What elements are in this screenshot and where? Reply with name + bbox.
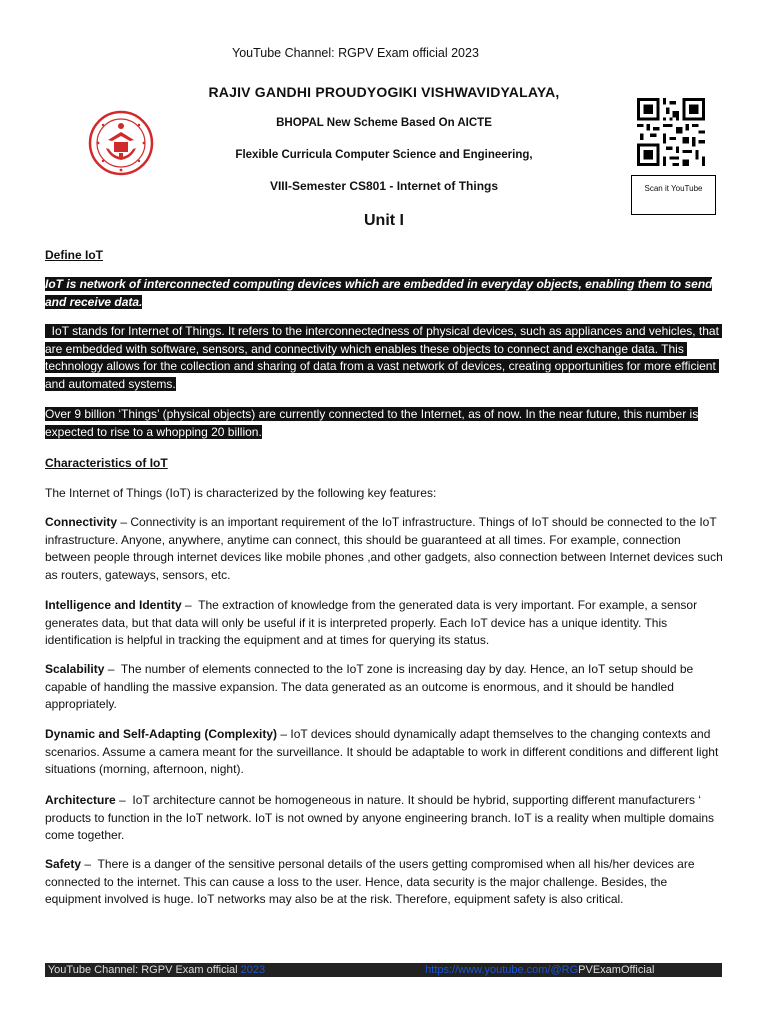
term: Dynamic and Self-Adapting (Complexity) <box>45 727 278 741</box>
characteristic-intelligence <box>45 597 725 650</box>
scheme-line: BHOPAL New Scheme Based On AICTE <box>276 117 492 129</box>
things-count-paragraph <box>45 406 725 441</box>
separator: – <box>104 662 121 676</box>
iot-explanation-highlight: IoT stands for Internet of Things. It refers to the interconnectedness of physical devices, such as appliances and vehicles, that are embedded with software, sensors, and connectivity which enables these objects to connect and exchange data. This technology allows for the collection and sharing of data from a vast network of devices, creating opportunities for more efficient and automated systems. <box>45 324 723 391</box>
description: The number of elements connected to the IoT zone is increasing day by day. Hence, an IoT setup should be capable of handling the massive expansion. The data generated as an outcome is enormous, and it should be handled appropriately. <box>45 662 694 711</box>
term: Safety <box>45 857 82 871</box>
definition-paragraph <box>45 276 725 311</box>
curricula-line: Flexible Curricula Computer Science and Engineering, <box>235 149 533 161</box>
qr-code[interactable] <box>637 98 705 166</box>
footer-bar <box>45 963 722 977</box>
characteristic-architecture <box>45 792 725 845</box>
description: The extraction of knowledge from the generated data is very important. For example, a sensor generates data, but that data will only be useful if it is interpreted properly. Each IoT device has a unique identity. This identification is helpful in tracking the equipment and at times for querying its status. <box>45 598 698 647</box>
characteristic-scalability <box>45 661 725 714</box>
characteristics-heading <box>45 455 725 473</box>
course-line: VIII-Semester CS801 - Internet of Things <box>269 179 499 193</box>
define-iot-heading-text: Define IoT <box>45 248 104 262</box>
separator: – <box>181 598 199 612</box>
qr-caption-box <box>631 175 716 215</box>
characteristics-intro: The Internet of Things (IoT) is characterized by the following key features: <box>45 486 437 500</box>
description: Connectivity is an important requirement of the IoT infrastructure. Things of IoT should be connected to the IoT infrastructure. Anyone, anywhere, anytime can connect, this should be guaranteed at all times. For example, connection between people through internet devices like mobile phones ,and other gadgets, also connection between Internet devices such as routers, gateways, sensors, etc. <box>45 515 723 582</box>
youtube-channel-header: YouTube Channel: RGPV Exam official 2023 <box>232 46 479 60</box>
characteristic-connectivity <box>45 514 725 584</box>
qr-caption: Scan it YouTube <box>644 184 703 193</box>
description: There is a danger of the sensitive personal details of the users getting compromised when all his/her devices are connected to the internet. This can cause a loss to the user. Hence, data security is the major challenge. Besides, the equipment involved is huge. IoT networks may also be at the risk. Therefore, equipment safety is also critical. <box>45 857 695 906</box>
unit-title: Unit I <box>364 212 404 229</box>
footer-youtube-link-tail[interactable]: PVExamOfficial <box>578 964 655 976</box>
term: Connectivity <box>45 515 118 529</box>
separator: – <box>117 515 131 529</box>
separator: – <box>277 727 291 741</box>
description: IoT devices should dynamically adapt themselves to the changing contexts and scenarios. Assume a camera meant for the surveillance. It should be adaptable to work in different conditions and different light situations (morning, afternoon, night). <box>45 727 719 776</box>
footer-year: 2023 <box>240 964 266 976</box>
separator: – <box>81 857 98 871</box>
term: Intelligence and Identity <box>45 598 182 612</box>
footer-youtube-link[interactable]: https://www.youtube.com/@RG <box>425 964 579 976</box>
separator: – <box>115 793 133 807</box>
characteristic-dynamic <box>45 726 725 779</box>
define-iot-heading <box>45 247 725 265</box>
term: Scalability <box>45 662 105 676</box>
characteristics-heading-text: Characteristics of IoT <box>45 456 168 470</box>
term: Architecture <box>45 793 116 807</box>
things-count-highlight: Over 9 billion ‘Things’ (physical objects) are currently connected to the Internet, as of now. In the near future, this number is expected to rise to a whopping 20 billion. <box>45 407 699 439</box>
university-name: RAJIV GANDHI PROUDYOGIKI VISHWAVIDYALAYA, <box>208 84 560 100</box>
characteristic-safety <box>45 856 725 909</box>
footer-channel: YouTube Channel: RGPV Exam official <box>45 964 241 976</box>
definition-highlight: IoT is network of interconnected computing devices which are embedded in everyday objects, enabling them to send and receive data. <box>45 277 713 309</box>
iot-explanation-paragraph <box>45 323 725 393</box>
description: IoT architecture cannot be homogeneous in nature. It should be hybrid, supporting different manufacturers ‘ products to function in the IoT network. IoT is not owned by anyone engineering branch. IoT is a reality when multiple domains come together. <box>45 793 715 842</box>
